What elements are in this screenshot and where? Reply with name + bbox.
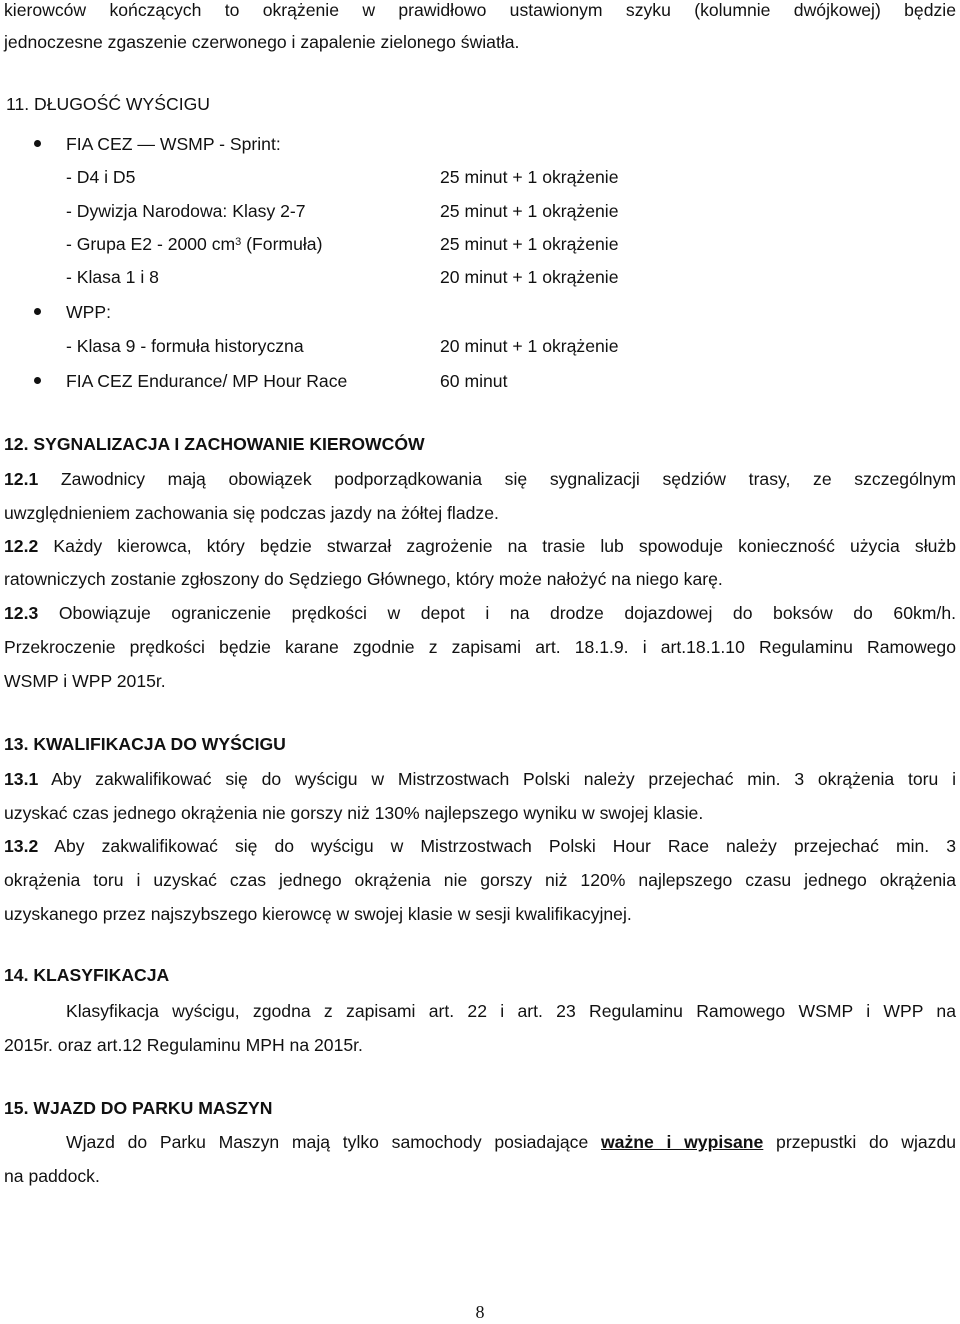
row-label-d4-d5: - D4 i D5 [66, 167, 136, 187]
section-12-heading: 12. SYGNALIZACJA I ZACHOWANIE KIEROWCÓW [4, 434, 425, 454]
para-13-2-line-1: 13.2 Aby zakwalifikować się do wyścigu w Mistrzostwach Polski Hour Race należy przejechać min. 3 [4, 836, 956, 856]
para-14-line-2: 2015r. oraz art.12 Regulaminu MPH na 2015r. [4, 1035, 363, 1055]
row-value-endurance: 60 minut [440, 371, 508, 391]
section-11-heading: 11. DŁUGOŚĆ WYŚCIGU [6, 94, 210, 114]
intro-line-2: jednoczesne zgaszenie czerwonego i zapalenie zielonego światła. [4, 32, 520, 52]
para-12-2-line-1: 12.2 Każdy kierowca, który będzie stwarzał zagrożenie na trasie lub spowoduje konieczność użycia służb [4, 536, 956, 556]
superscript-3: 3 [235, 236, 242, 248]
intro-line-1: kierowców kończących to okrążenie w prawidłowo ustawionym szyku (kolumnie dwójkowej) będzie [4, 0, 956, 20]
section-13-heading: 13. KWALIFIKACJA DO WYŚCIGU [4, 734, 286, 754]
para-13-1-line-2: uzyskać czas jednego okrążenia nie gorszy niż 130% najlepszego wyniku w swojej klasie. [4, 803, 704, 823]
row-label-dywizja: - Dywizja Narodowa: Klasy 2-7 [66, 201, 306, 221]
group-wpp: WPP: [66, 302, 111, 322]
row-label-grupa-e2: - Grupa E2 - 2000 $cm^3$ (Formuła) [66, 234, 323, 254]
para-12-2-line-2: ratowniczych zostanie zgłoszony do Sędziego Głównego, który może nałożyć na niego karę. [4, 569, 723, 589]
para-14-line-1: Klasyfikacja wyścigu, zgodna z zapisami art. 22 i art. 23 Regulaminu Ramowego WSMP i WPP na [66, 1001, 956, 1021]
section-14-heading: 14. KLASYFIKACJA [4, 965, 170, 985]
para-12-3-line-1: 12.3 Obowiązuje ograniczenie prędkości w depot i na drodze dojazdowej do boksów do 60km/h. [4, 603, 956, 623]
row-value-klasa-1-8: 20 minut + 1 okrążenie [440, 267, 619, 287]
bullet-icon [34, 140, 41, 147]
group-fia-cez-sprint: FIA CEZ — WSMP - Sprint: [66, 134, 281, 154]
row-value-d4-d5: 25 minut + 1 okrążenie [440, 167, 619, 187]
para-12-3-line-3: WSMP i WPP 2015r. [4, 671, 166, 691]
para-15-line-2: na paddock. [4, 1166, 100, 1186]
para-12-1-line-2: uwzględnieniem zachowania się podczas jazdy na żółtej fladze. [4, 503, 499, 523]
bullet-icon [34, 308, 41, 315]
para-15-line-1: Wjazd do Parku Maszyn mają tylko samochody posiadające ważne i wypisane przepustki do wjazdu [66, 1132, 957, 1152]
para-13-2-line-2: okrążenia toru i uzyskać czas jednego okrążenia nie gorszy niż 120% najlepszego czasu jednego okrążenia [4, 870, 956, 890]
para-13-1-line-1: 13.1 Aby zakwalifikować się do wyścigu w Mistrzostwach Polski należy przejechać min. 3 okrążenia toru i [4, 769, 956, 789]
group-endurance: FIA CEZ Endurance/ MP Hour Race [66, 371, 348, 391]
row-value-grupa-e2: 25 minut + 1 okrążenie [440, 234, 619, 254]
para-13-2-line-3: uzyskanego przez najszybszego kierowcę w swojej klasie w sesji kwalifikacyjnej. [4, 904, 632, 924]
bullet-icon [34, 377, 41, 384]
emphasis-wazne-i-wypisane: ważne i wypisane [600, 1132, 764, 1152]
section-15-heading: 15. WJAZD DO PARKU MASZYN [4, 1098, 273, 1118]
row-label-klasa-9: - Klasa 9 - formuła historyczna [66, 336, 304, 356]
para-12-1-line-1: 12.1 Zawodnicy mają obowiązek podporządkowania się sygnalizacji sędziów trasy, ze szczególnym [4, 469, 956, 489]
row-label-klasa-1-8: - Klasa 1 i 8 [66, 267, 159, 287]
row-value-dywizja: 25 minut + 1 okrążenie [440, 201, 619, 221]
row-value-klasa-9: 20 minut + 1 okrążenie [440, 336, 619, 356]
para-12-3-line-2: Przekroczenie prędkości będzie karane zgodnie z zapisami art. 18.1.9. i art.18.1.10 Regulaminu Ramowego [4, 637, 956, 657]
page-number: 8 [475, 1302, 485, 1322]
